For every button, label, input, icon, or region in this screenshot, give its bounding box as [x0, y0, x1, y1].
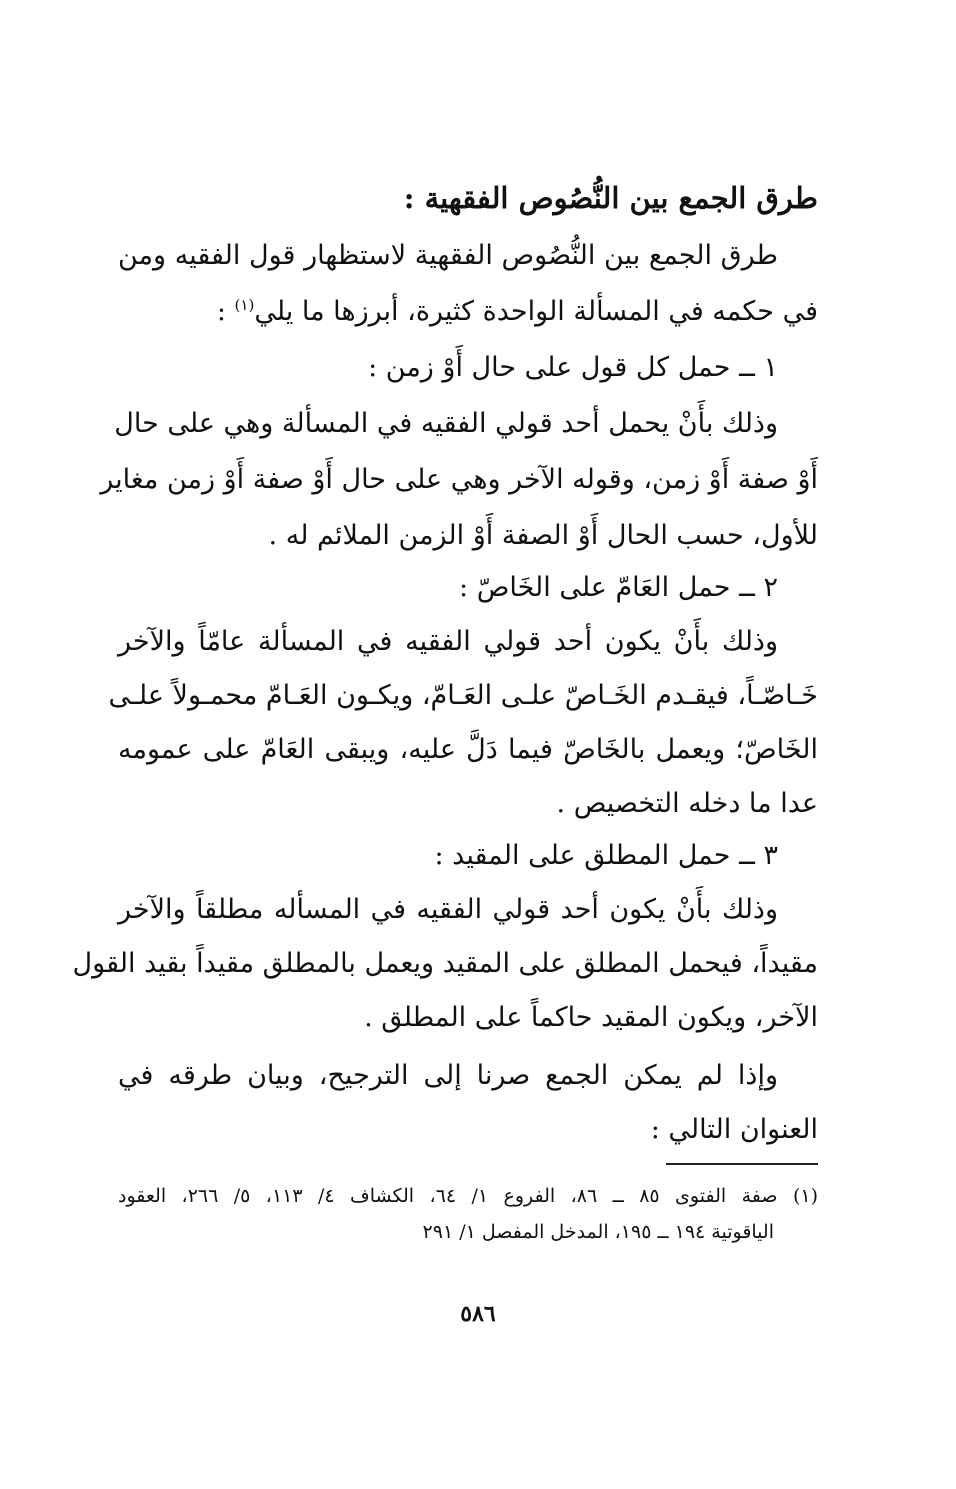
- item-1-line-2: أَوْ صفة أَوْ زمن، وقوله الآخر وهي على حال أَوْ صفة أَوْ زمن مغاير: [100, 464, 818, 495]
- closing-line-1: وإذا لم يمكن الجمع صرنا إلى الترجيح، وبيان طرقه في: [118, 1060, 778, 1091]
- intro-line-2: [118, 284, 818, 340]
- item-1-title: ١ ــ حمل كل قول على حال أَوْ زمن :: [368, 352, 778, 383]
- closing-line-2: العنوان التالي :: [650, 1114, 818, 1145]
- item-2-line-2: خَـاصّـاً، فيقـدم الخَـاصّ علـى العَـامّ، ويكـون العَـامّ محمـولاً علـى: [108, 680, 818, 711]
- item-2-line-1: وذلك بأَنْ يكون أحد قولي الفقيه في المسألة عامّاً والآخر: [118, 626, 778, 657]
- footnote-marker: (١): [234, 296, 255, 314]
- intro-line-2-text: في حكمه في المسألة الواحدة كثيرة، أبرزها ما يلي: [254, 296, 818, 327]
- item-1-line-1: وذلك بأَنْ يحمل أحد قولي الفقيه في المسألة وهي على حال: [114, 408, 778, 439]
- item-3-title: ٣ ــ حمل المطلق على المقيد :: [434, 840, 778, 871]
- footnote-divider: [666, 1163, 818, 1165]
- item-1-line-3: للأول، حسب الحال أَوْ الصفة أَوْ الزمن الملائم له .: [268, 520, 818, 551]
- section-heading: طرق الجمع بين النُّصُوص الفقهية :: [403, 181, 818, 215]
- intro-line-1: طرق الجمع بين النُّصُوص الفقهية لاستظهار قول الفقيه ومن: [118, 240, 778, 271]
- item-3-line-2: مقيداً، فيحمل المطلق على المقيد ويعمل بالمطلق مقيداً بقيد القول: [72, 948, 818, 979]
- footnote-line-1: (١) صفة الفتوى ٨٥ ــ ٨٦، الفروع ١/ ٦٤، الكشاف ٤/ ١١٣، ٥/ ٢٦٦، العقود: [118, 1185, 818, 1207]
- page-number: ٥٨٦: [460, 1301, 496, 1327]
- item-2-line-4: عدا ما دخله التخصيص .: [556, 788, 818, 819]
- item-2-title: ٢ ــ حمل العَامّ على الخَاصّ :: [459, 572, 778, 603]
- footnote-line-2: الياقوتية ١٩٤ ــ ١٩٥، المدخل المفصل ١/ ٢٩١: [422, 1221, 774, 1243]
- item-3-line-1: وذلك بأَنْ يكون أحد قولي الفقيه في المسأله مطلقاً والآخر: [118, 894, 778, 925]
- item-3-line-3: الآخر، ويكون المقيد حاكماً على المطلق .: [364, 1002, 818, 1033]
- item-2-line-3: الخَاصّ؛ ويعمل بالخَاصّ فيما دَلَّ عليه، ويبقى العَامّ على عمومه: [118, 734, 818, 765]
- intro-line-2-end: :: [216, 296, 235, 327]
